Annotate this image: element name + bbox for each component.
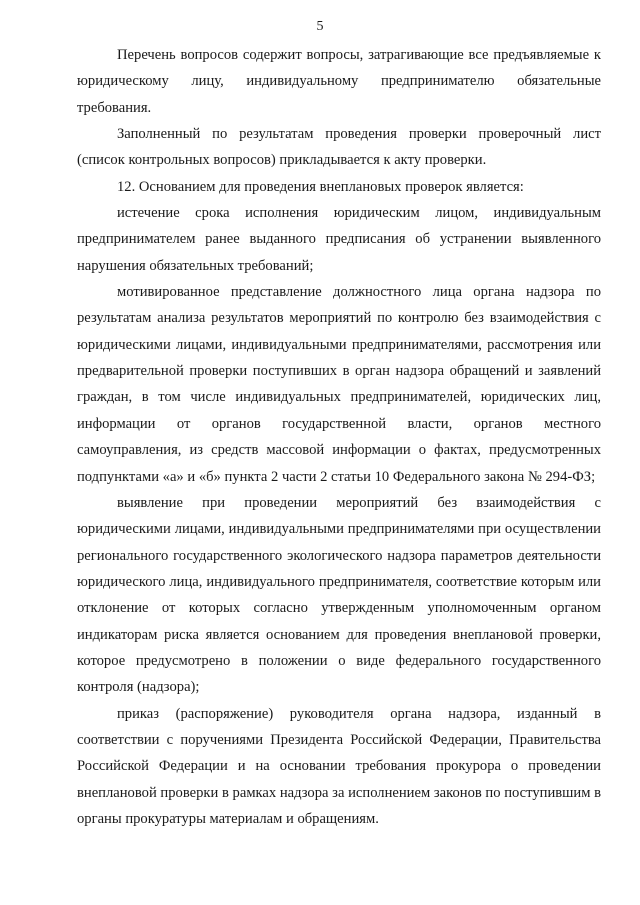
document-body [77, 42, 601, 832]
paragraph-ground-order-expiry: истечение срока исполнения юридическим лицом, индивидуальным предпринимателем ранее выданного предписания об устранении выявленного нарушения обязательных требований; [77, 205, 601, 274]
paragraph-grounds-heading: 12. Основанием для проведения внеплановых проверок является: [117, 178, 524, 195]
paragraph-ground-motivated-submission: мотивированное представление должностного лица органа надзора по результатам анализа результатов мероприятий по контролю без взаимодействия с юридическими лицами, индивидуальными предпринимателями, рассмотрения или предварительной проверки поступивших в орган надзора обращений и заявлений граждан, в том числе индивидуальных предпринимателей, юридических лиц, информации от органов государственной власти, органов местного самоуправления, из средств массовой информации о фактах, предусмотренных подпунктами «а» и «б» пункта 2 части 2 статьи 10 Федерального закона № 294-ФЗ; [77, 284, 601, 485]
page-number: 5 [316, 19, 324, 34]
paragraph-checklist-scope: Перечень вопросов содержит вопросы, затрагивающие все предъявляемые к юридическому лицу, индивидуальному предпринимателю обязательные требования. [77, 47, 601, 116]
paragraph-ground-order-directive: приказ (распоряжение) руководителя органа надзора, изданный в соответствии с поручениями Президента Российской Федерации, Правительства Российской Федерации и на основании требования прокурора о проведении внеплановой проверки в рамках надзора за исполнением законов по поступившим в органы прокуратуры материалам и обращениям. [77, 705, 601, 827]
paragraph-ground-risk-indicators: выявление при проведении мероприятий без взаимодействия с юридическими лицами, индивидуальными предпринимателями при осуществлении регионального государственного экологического надзора параметров деятельности юридического лица, индивидуального предпринимателя, соответствие которым или отклонение от которых согласно утвержденным уполномоченным органом индикаторам риска является основанием для проведения внеплановой проверки, которое предусмотрено в положении о виде федерального государственного контроля (надзора); [77, 494, 601, 696]
paragraph-checklist-attachment: Заполненный по результатам проведения проверки проверочный лист (список контрольных вопросов) прикладывается к акту проверки. [77, 126, 601, 169]
